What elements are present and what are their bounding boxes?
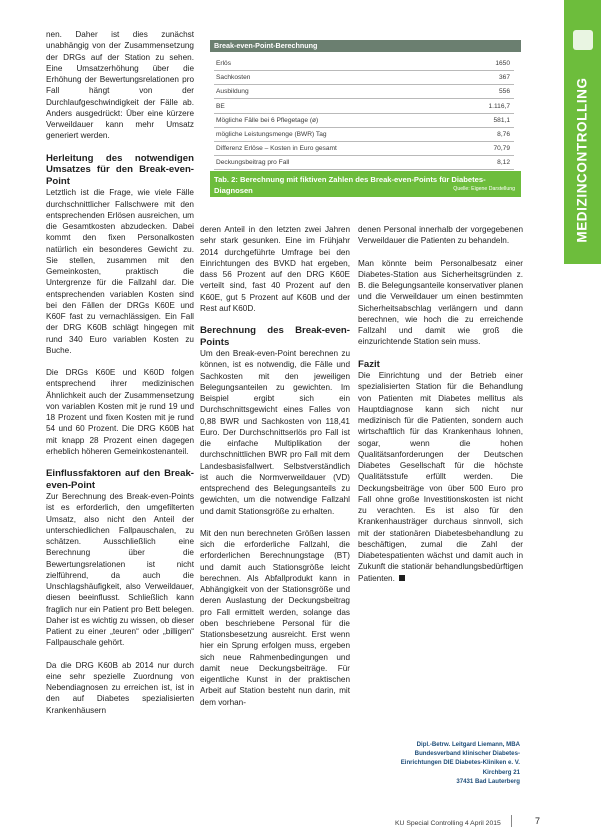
paragraph-text: Die Einrichtung und der Betrieb einer spezialisierten Station für die Behandlung von Patienten mit Diabetes mellitus als Hauptdiagnose kann sich nicht nur medizinisch für die Patienten, sondern auch wirtschaftlich für das Krankenhaus lohnen, sogar, wenn die hohen Qualitätsanforderungen der Deutschen Diabetes Gesellschaft für die höchste Qualitätsstufe erfüllt werden. Die Deckungsbeiträge von über 500 Euro pro Fall ohne große Investitionskosten ist nicht zu verachten. Es ist also für den Krankenhausträger durchaus sinnvoll, sich mit der stationären Diabetesbehandlung zu beschäftigen, zumal die Zahl der Diabetespatienten wächst und damit auch in Zukunft die stationär behandlungsbedürftigen Patienten. xyxy=(358,371,523,583)
paragraph-text: nen. Daher ist dies zunächst unabhängig von der Zusammensetzung der DRGs auf der Station zu sehen. Eine Umsatzerhöhung über die Erhöhung der Bewertungsrelationen pro Fall hängt von der Durchlaufgeschwindigkeit der Fälle ab. Anders ausgedrückt: Über eine kürzere Verweildauer kann mehr Umsatz generiert werden. xyxy=(46,30,194,141)
paragraph-text: denen Personal innerhalb der vorgegebenen Verweildauer die Patienten zu behandeln. xyxy=(358,225,523,246)
text-column-1 xyxy=(46,29,194,716)
page-number: 7 xyxy=(535,816,541,826)
paragraph-text: Einflussfaktoren auf den Break-even-Point xyxy=(46,468,194,491)
body-paragraph xyxy=(358,370,523,584)
table-row-value: 581,1 xyxy=(493,116,510,124)
table-row xyxy=(214,128,514,142)
body-paragraph xyxy=(46,29,194,142)
paragraph-gap xyxy=(46,356,194,367)
table-source: Quelle: Eigene Darstellung xyxy=(453,186,515,192)
section-heading xyxy=(46,468,194,491)
paragraph-text: Die DRGs K60E und K60D folgen entsprechend ihrer medizinischen Ähnlichkeit auch der Zusammensetzung von variablen Kosten mit je rund 19 und 18 Prozent und fixen Kosten mit je rund 54 und 60 Prozent. Die DRG K60B hat mit knapp 28 Prozent einen dagegen erheblich höheren Gemeinkostenanteil. xyxy=(46,368,194,456)
text-column-2 xyxy=(200,224,350,708)
section-heading xyxy=(200,325,350,348)
section-heading xyxy=(46,153,194,188)
table-header: Break-even-Point-Berechnung xyxy=(210,40,521,52)
body-paragraph xyxy=(46,491,194,649)
paragraph-text: Mit den nun berechneten Größen lassen sich die erforderliche Fallzahl, die erforderlichen Berechnungstage (BT) und damit auch Stationsgröße leicht berechnen. Als Abfallprodukt kann in Abhängigkeit von der Stationsgröße und deren Auslastung der Deckungsbeitrag pro Fall ermittelt werden, solange das oben beschriebene Personal für die Stationsbesetzung ausreicht. Erst wenn hier ein Sprung erfolgen muss, ergeben sich neue Rahmenbedingungen und damit neue Deckungsbeiträge. Für eigentliche Kunst in der praktischen Arbeit auf Station besteht nun darin, mit dem vorhan- xyxy=(200,528,350,707)
paragraph-text: Fazit xyxy=(358,358,380,370)
paragraph-gap xyxy=(200,314,350,325)
section-label: MEDIZINCONTROLLING xyxy=(574,77,590,243)
paragraph-gap xyxy=(200,517,350,528)
table-row xyxy=(214,156,514,170)
signature-line: 37431 Bad Lauterberg xyxy=(456,777,520,785)
footer-separator xyxy=(511,815,512,827)
paragraph-gap xyxy=(46,457,194,468)
body-paragraph xyxy=(46,187,194,356)
paragraph-gap xyxy=(358,247,523,258)
table-row-label: Sachkosten xyxy=(216,74,251,82)
body-paragraph xyxy=(200,224,350,314)
section-logo-icon xyxy=(573,30,593,50)
paragraph-text: Da die DRG K60B ab 2014 nur durch eine sehr spezielle Zuordnung von Nebendiagnosen zu erreichen ist, ist in den auf Diabetes spezialisierten Krankenhäusern xyxy=(46,660,194,715)
paragraph-gap xyxy=(358,348,523,359)
table-row xyxy=(214,57,514,71)
table-row-label: Erlös xyxy=(216,60,232,67)
table-row-label: mögliche Leistungsmenge (BWR) Tag xyxy=(216,131,327,138)
table-row-value: 1650 xyxy=(495,60,510,67)
signature-line: Dipl.-Betrw. Leitgard Liemann, MBA xyxy=(416,741,520,748)
paragraph-gap xyxy=(46,142,194,153)
footer-journal: KU Special Controlling 4 April 2015 xyxy=(395,820,501,827)
table-row-label: Differenz Erlöse – Kosten in Euro gesamt xyxy=(216,145,337,153)
body-paragraph xyxy=(46,660,194,716)
table-row-value: 8,76 xyxy=(497,131,510,138)
paragraph-text: Berechnung des Break-even-Points xyxy=(200,325,350,348)
table-row-value: 367 xyxy=(498,74,510,82)
table-row xyxy=(214,142,514,156)
table-row-label: BE xyxy=(216,102,225,110)
author-signature xyxy=(388,740,520,786)
table-row-value: 8,12 xyxy=(497,159,510,167)
table-row-label: Ausbildung xyxy=(216,88,249,96)
paragraph-text: Herleitung des notwendigen Umsatzes für den Break-even-Point xyxy=(46,152,194,187)
table-row-value: 1.116,7 xyxy=(488,102,510,110)
section-heading xyxy=(358,359,523,371)
body-paragraph xyxy=(358,258,523,348)
table-row xyxy=(214,100,514,114)
signature-line: Einrichtungen DIE Diabetes-Kliniken e. V. xyxy=(400,759,520,767)
table-row-value: 70,79 xyxy=(493,145,510,153)
table-row-value: 556 xyxy=(498,88,510,96)
text-column-3 xyxy=(358,224,523,584)
table-row-label: Deckungsbeitrag pro Fall xyxy=(216,159,290,167)
body-paragraph xyxy=(200,348,350,517)
paragraph-text: Zur Berechnung des Break-even-Points ist es erforderlich, den umgefilterten Umsatz, also nicht den Anteil der unterschiedlichen Fallpauschalen, zu schätzen. Ausschließlich eine Berechnung über die Bewertungsrelationen ist nicht zielführend, da auch die Unschlagshäufigkeit, also Verweildauer, diesen beeinflusst. Schließlich kann fraglich nur ein Patient pro Bett belegen. Daher ist es wichtig zu wissen, ob dieser Patient zu einer „teuren“ oder „billigen“ Fallpauschale gehört. xyxy=(46,492,194,648)
table-row xyxy=(214,85,514,99)
paragraph-text: deren Anteil in den letzten zwei Jahren sehr stark gesunken. Eine im Frühjahr 2014 durchgeführte Umfrage bei den Einrichtungen des BVKD hat ergeben, dass 56 Prozent auf den DRG K60E verteilt sind, fast 40 Prozent auf den K60E, gut 5 Prozent auf K60B und der Rest auf K60D. xyxy=(200,225,350,313)
paragraph-text: Letztlich ist die Frage, wie viele Fälle durchschnittlicher Fallschwere mit den entsprechenden Erlösen ausreichen, um die Gesamtkosten abzudecken. Dabei kommt den fixen Personalkosten natürlich ein besonderes Gewicht zu. Sie stellen, zusammen mit den Gemeinkosten, praktisch die Untergrenze für die Fallzahl dar. Die entsprechenden variablen Kosten sind bei den Fällen der DRGs K60E und K60F fast zu vernachlässigen. Ein Fall der DRG K60B schlägt hingegen mit rund 340 Euro variablen Kosten zu Buche. xyxy=(46,188,194,355)
table-caption xyxy=(210,171,521,197)
paragraph-text: Um den Break-even-Point berechnen zu können, ist es notwendig, die Fälle und Sachkosten mit den jeweiligen Belegungsanteilen zu gewichten. Im Beispiel ergibt sich ein Durchschnittsgewicht eines Falles von 0,88 BWR und Sachkosten von 118,41 Euro. Der Durchschnittserlös pro Fall ist die einfache Multiplikation der durchschnittlichen BWR pro Fall mit dem Landesbasisfallwert. Selbstverständlich ist auch die Normverweildauer (VD) entsprechend des Belegungsanteils zu gewichten, um die notwendige Fallzahl und damit Stationsgröße zu erhalten. xyxy=(200,349,350,516)
body-paragraph xyxy=(200,528,350,708)
table-caption-text: Tab. 2: Berechnung mit fiktiven Zahlen des Break-even-Points für Diabetes-Diagnosen xyxy=(214,175,486,195)
table-row xyxy=(214,114,514,128)
paragraph-gap xyxy=(46,649,194,660)
paragraph-text: Man könnte beim Personalbesatz einer Diabetes-Station aus Sicherheitsgründen z. B. die Belegungsanteile konservativer planen und die Verweildauer um einen bestimmten Sicherheitsabschlag verlängern und dann berechnen, wie hoch die zu erreichende Fallzahl und damit wie groß die einzurichtende Station sein muss. xyxy=(358,258,523,347)
body-paragraph xyxy=(358,224,523,247)
end-mark-icon xyxy=(399,575,405,581)
signature-line: Kirchberg 21 xyxy=(482,768,520,776)
signature-line: Bundesverband klinischer Diabetes- xyxy=(414,750,520,758)
table-row xyxy=(214,71,514,85)
body-paragraph xyxy=(46,367,194,457)
table-row-label: Mögliche Fälle bei 6 Pflegetage (ø) xyxy=(216,116,319,124)
